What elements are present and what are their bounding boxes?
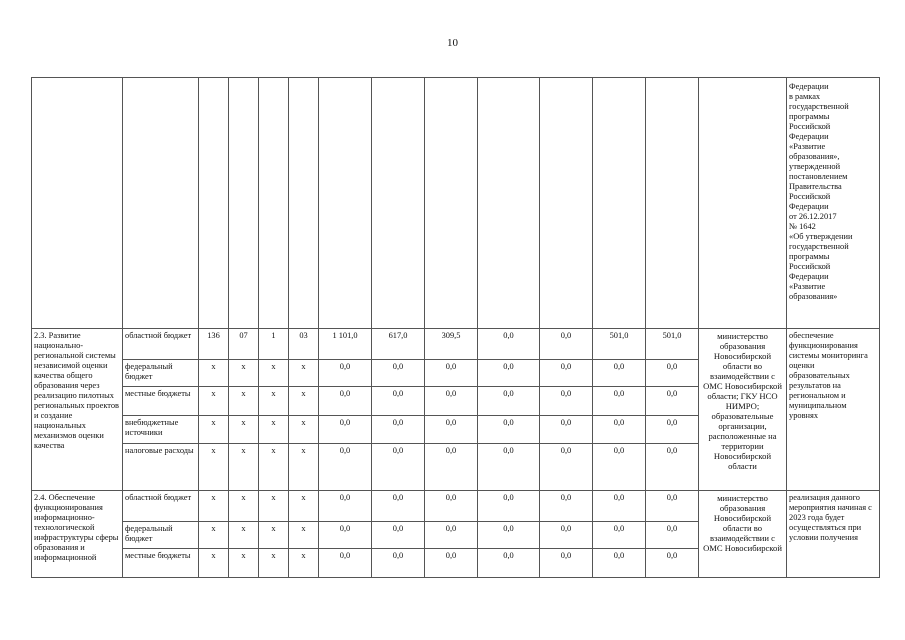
amount-cell: 0,0 (540, 416, 593, 444)
amount-cell: 0,0 (540, 444, 593, 491)
amount-cell: 0,0 (540, 491, 593, 522)
empty-cell (32, 78, 123, 329)
amount-cell: 0,0 (646, 491, 699, 522)
amount-cell: 0,0 (425, 387, 478, 416)
table-row (32, 329, 880, 360)
code-cell: x (229, 387, 259, 416)
code-cell: x (259, 360, 289, 387)
program-table (31, 77, 880, 578)
amount-cell: 0,0 (646, 444, 699, 491)
code-cell: x (289, 491, 319, 522)
amount-cell: 0,0 (372, 491, 425, 522)
empty-cell (593, 78, 646, 329)
amount-cell: 0,0 (425, 416, 478, 444)
empty-cell (699, 78, 787, 329)
funding-source: местные бюджеты (123, 387, 199, 416)
amount-cell: 1 101,0 (319, 329, 372, 360)
amount-cell: 0,0 (372, 522, 425, 549)
amount-cell: 0,0 (425, 360, 478, 387)
amount-cell: 0,0 (425, 522, 478, 549)
amount-cell: 0,0 (593, 444, 646, 491)
empty-cell (372, 78, 425, 329)
amount-cell: 309,5 (425, 329, 478, 360)
amount-cell: 0,0 (646, 416, 699, 444)
code-cell: x (289, 416, 319, 444)
continued-note: Федерации в рамках государственной программы Российской Федерации «Развитие образования», утвержденной постановлением Правительства Российской Федерации от 26.12.2017 № 1642 «Об утверждении государственной программы Российской Федерации «Развитие образования» (787, 78, 880, 329)
code-cell: x (289, 444, 319, 491)
amount-cell: 0,0 (540, 522, 593, 549)
code-cell: x (289, 387, 319, 416)
amount-cell: 0,0 (478, 522, 540, 549)
amount-cell: 0,0 (478, 329, 540, 360)
result-cell: обеспечение функционирования системы мониторинга оценки образовательных результатов на региональном и муниципальном уровнях (787, 329, 880, 491)
amount-cell: 0,0 (593, 416, 646, 444)
code-cell: x (199, 444, 229, 491)
amount-cell: 0,0 (478, 444, 540, 491)
amount-cell: 0,0 (372, 549, 425, 578)
code-cell: 136 (199, 329, 229, 360)
result-cell: реализация данного мероприятия начиная с 2023 года будет осуществляться при условии получения (787, 491, 880, 578)
amount-cell: 0,0 (593, 491, 646, 522)
amount-cell: 0,0 (478, 416, 540, 444)
empty-cell (646, 78, 699, 329)
amount-cell: 617,0 (372, 329, 425, 360)
amount-cell: 0,0 (593, 549, 646, 578)
empty-cell (259, 78, 289, 329)
table-row (32, 491, 880, 522)
amount-cell: 0,0 (319, 549, 372, 578)
funding-source: областной бюджет (123, 491, 199, 522)
amount-cell: 501,0 (646, 329, 699, 360)
amount-cell: 0,0 (319, 491, 372, 522)
code-cell: x (259, 444, 289, 491)
funding-source: внебюджетные источники (123, 416, 199, 444)
code-cell: x (199, 491, 229, 522)
amount-cell: 0,0 (478, 360, 540, 387)
continuation-row (32, 78, 880, 329)
measure-name: 2.3. Развитие национально-региональной системы независимой оценки качества общего образования через реализацию пилотных региональных проектов и создание национальных механизмов оценки качества (32, 329, 123, 491)
amount-cell: 0,0 (425, 491, 478, 522)
code-cell: x (199, 416, 229, 444)
empty-cell (229, 78, 259, 329)
amount-cell: 0,0 (478, 491, 540, 522)
empty-cell (478, 78, 540, 329)
sections-body (32, 329, 880, 578)
amount-cell: 0,0 (319, 416, 372, 444)
code-cell: x (199, 360, 229, 387)
amount-cell: 0,0 (478, 387, 540, 416)
amount-cell: 0,0 (540, 360, 593, 387)
code-cell: x (229, 549, 259, 578)
amount-cell: 0,0 (646, 360, 699, 387)
empty-cell (540, 78, 593, 329)
amount-cell: 0,0 (646, 522, 699, 549)
code-cell: x (289, 522, 319, 549)
empty-cell (425, 78, 478, 329)
empty-cell (319, 78, 372, 329)
code-cell: x (259, 416, 289, 444)
code-cell: x (229, 491, 259, 522)
code-cell: x (199, 522, 229, 549)
code-cell: 03 (289, 329, 319, 360)
code-cell: x (289, 549, 319, 578)
amount-cell: 0,0 (646, 387, 699, 416)
amount-cell: 0,0 (425, 444, 478, 491)
funding-source: местные бюджеты (123, 549, 199, 578)
code-cell: x (229, 360, 259, 387)
funding-source: налоговые расходы (123, 444, 199, 491)
code-cell: x (229, 416, 259, 444)
code-cell: 07 (229, 329, 259, 360)
funding-source: федеральный бюджет (123, 522, 199, 549)
amount-cell: 0,0 (540, 329, 593, 360)
amount-cell: 501,0 (593, 329, 646, 360)
code-cell: 1 (259, 329, 289, 360)
funding-source: областной бюджет (123, 329, 199, 360)
amount-cell: 0,0 (646, 549, 699, 578)
amount-cell: 0,0 (372, 387, 425, 416)
page-number: 10 (447, 37, 458, 49)
executor-cell: министерство образования Новосибирской области во взаимодействии с ОМС Новосибирской (699, 491, 787, 578)
funding-source: федеральный бюджет (123, 360, 199, 387)
code-cell: x (259, 522, 289, 549)
amount-cell: 0,0 (540, 387, 593, 416)
code-cell: x (229, 522, 259, 549)
amount-cell: 0,0 (372, 444, 425, 491)
amount-cell: 0,0 (319, 522, 372, 549)
empty-cell (123, 78, 199, 329)
amount-cell: 0,0 (593, 387, 646, 416)
code-cell: x (289, 360, 319, 387)
code-cell: x (229, 444, 259, 491)
amount-cell: 0,0 (372, 416, 425, 444)
executor-cell: министерство образования Новосибирской области во взаимодействии с ОМС Новосибирской области; ГКУ НСО НИМРО; образовательные организации, расположенные на территории Новосибирской области (699, 329, 787, 491)
amount-cell: 0,0 (540, 549, 593, 578)
code-cell: x (259, 549, 289, 578)
amount-cell: 0,0 (593, 522, 646, 549)
code-cell: x (199, 387, 229, 416)
amount-cell: 0,0 (593, 360, 646, 387)
amount-cell: 0,0 (478, 549, 540, 578)
amount-cell: 0,0 (319, 360, 372, 387)
measure-name: 2.4. Обеспечение функционирования информационно-технологической инфраструктуры сферы образования и информационной (32, 491, 123, 578)
amount-cell: 0,0 (372, 360, 425, 387)
amount-cell: 0,0 (425, 549, 478, 578)
amount-cell: 0,0 (319, 387, 372, 416)
code-cell: x (199, 549, 229, 578)
code-cell: x (259, 491, 289, 522)
code-cell: x (259, 387, 289, 416)
amount-cell: 0,0 (319, 444, 372, 491)
empty-cell (289, 78, 319, 329)
empty-cell (199, 78, 229, 329)
